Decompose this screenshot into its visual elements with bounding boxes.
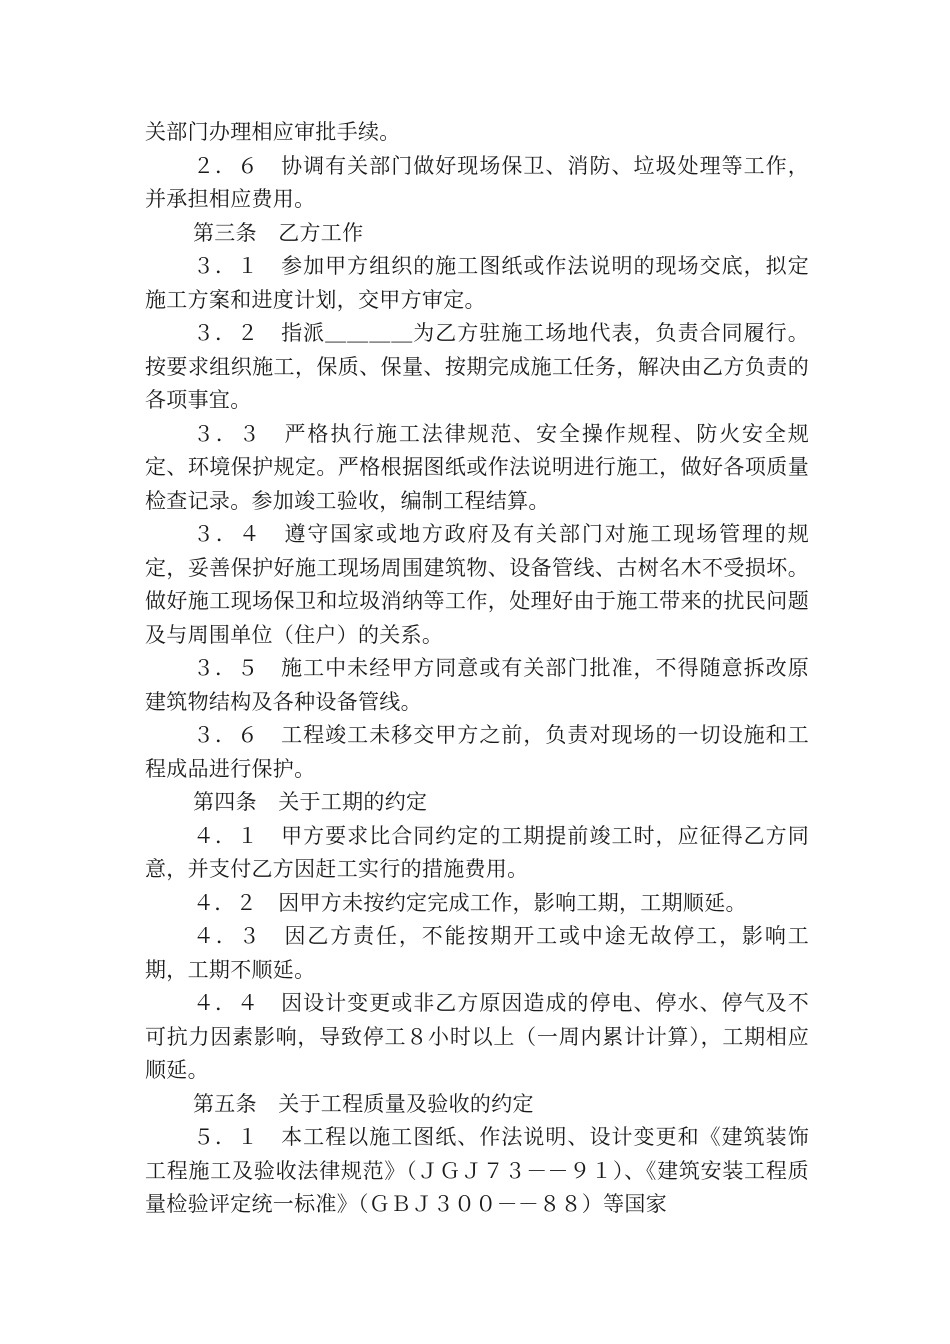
clause-5-1: ５．１ 本工程以施工图纸、作法说明、设计变更和《建筑装饰工程施工及验收法律规范》（ＪＧＪ７３－－９１）、《建筑安装工程质量检验评定统一标准》（ＧＢＪ３００－－８８）等国家 bbox=[145, 1125, 809, 1216]
clause-3-2: ３．２ 指派＿＿＿＿为乙方驻施工场地代表，负责合同履行。按要求组织施工，保质、保量、按期完成施工任务，解决由乙方负责的各项事宜。 bbox=[145, 321, 809, 412]
paragraph: 关部门办理相应审批手续。 bbox=[145, 120, 401, 144]
clause-4-2: ４．２ 因甲方未按约定完成工作，影响工期，工期顺延。 bbox=[193, 890, 747, 915]
clause-3-4: ３．４ 遵守国家或地方政府及有关部门对施工现场管理的规定，妥善保护好施工现场周围建筑物、设备管线、古树名木不受损坏。做好施工现场保卫和垃圾消纳等工作，处理好由于施工带来的扰民问题及与周围单位（住户）的关系。 bbox=[145, 522, 809, 647]
clause-2-6: ２．６ 协调有关部门做好现场保卫、消防、垃圾处理等工作，并承担相应费用。 bbox=[145, 153, 809, 211]
article-5-heading: 第五条 关于工程质量及验收的约定 bbox=[193, 1091, 534, 1116]
article-3-heading: 第三条 乙方工作 bbox=[193, 220, 364, 245]
article-4-heading: 第四条 关于工期的约定 bbox=[193, 790, 428, 814]
clause-3-3: ３．３ 严格执行施工法律规范、安全操作规程、防火安全规定、环境保护规定。严格根据图纸或作法说明进行施工，做好各项质量检查记录。参加竣工验收，编制工程结算。 bbox=[145, 421, 809, 513]
clause-4-3: ４．３ 因乙方责任，不能按期开工或中途无故停工，影响工期，工期不顺延。 bbox=[145, 924, 809, 982]
clause-4-1: ４．１ 甲方要求比合同约定的工期提前竣工时，应征得乙方同意，并支付乙方因赶工实行的措施费用。 bbox=[145, 823, 809, 881]
clause-4-4: ４．４ 因设计变更或非乙方原因造成的停电、停水、停气及不可抗力因素影响，导致停工８小时以上（一周内累计计算），工期相应顺延。 bbox=[145, 991, 809, 1082]
clause-3-5: ３．５ 施工中未经甲方同意或有关部门批准，不得随意拆改原建筑物结构及各种设备管线。 bbox=[145, 656, 809, 714]
clause-3-6: ３．６ 工程竣工未移交甲方之前，负责对现场的一切设施和工程成品进行保护。 bbox=[145, 723, 809, 781]
document-body bbox=[145, 116, 809, 1222]
clause-3-1: ３．１ 参加甲方组织的施工图纸或作法说明的现场交底，拟定施工方案和进度计划，交甲方审定。 bbox=[145, 254, 809, 312]
